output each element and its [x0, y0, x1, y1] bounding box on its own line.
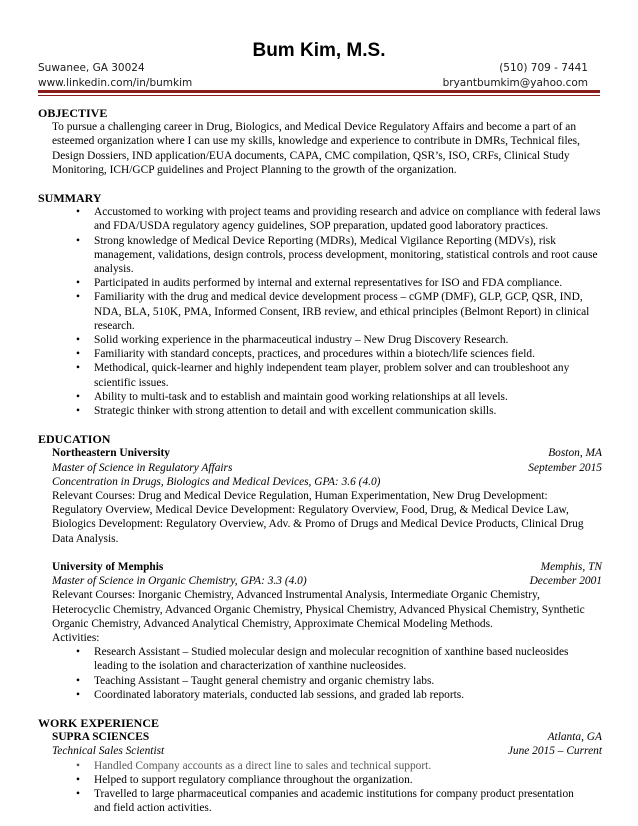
degree-title: Master of Science in Regulatory Affairs: [52, 461, 233, 474]
work-item: [38, 759, 602, 773]
summary-line: • Accustomed to working with project teams and providing research and advice on compliance with federal laws: [94, 206, 601, 219]
summary-line: • Strong knowledge of Medical Device Reporting (MDRs), Medical Vigilance Reporting (MDVs), risk: [94, 234, 556, 247]
school-header: [38, 560, 602, 574]
resume-body: [38, 106, 602, 815]
degree-title: Master of Science in Organic Chemistry, GPA: 3.3 (4.0): [52, 575, 307, 588]
job-date: June 2015 – Current: [507, 745, 602, 758]
website-link[interactable]: www.linkedin.com/in/bumkim: [38, 77, 193, 89]
company-location: Atlanta, GA: [547, 731, 602, 744]
summary-line: research.: [94, 319, 135, 332]
activities-list: [38, 645, 602, 702]
education-heading: EDUCATION: [38, 432, 111, 447]
company-header: [38, 730, 602, 744]
courses-line: Heterocyclic Chemistry, Advanced Organic Chemistry, Physical Chemistry, Advanced Physical Chemistry, Synthetic: [52, 603, 585, 616]
degree-row: [38, 461, 602, 475]
email-link[interactable]: bryantbumkim@yahoo.com: [442, 77, 588, 89]
summary-line: scientific issues.: [94, 376, 169, 389]
summary-line: • Familiarity with standard concepts, practices, and procedures within a biotech/life sciences field.: [94, 348, 535, 361]
degree-date: December 2001: [529, 575, 602, 588]
courses-text: [38, 489, 602, 546]
school-location: Memphis, TN: [540, 560, 602, 573]
work-list: [38, 759, 602, 816]
courses-line: Relevant Courses: Drug and Medical Device Regulation, Human Experimentation, New Drug Development:: [52, 490, 548, 503]
school-header: [38, 446, 602, 460]
summary-line: • Ability to multi-task and to establish and maintain good working relationships at all levels.: [94, 390, 508, 403]
degree-row: [38, 574, 602, 588]
courses-line: Relevant Courses: Inorganic Chemistry, Advanced Instrumental Analysis, Intermediate Organic Chemistry,: [52, 589, 540, 602]
company-name: SUPRA SCIENCES: [52, 731, 150, 744]
work-line: and field action activities.: [94, 802, 212, 815]
phone-text: (510) 709 - 7441: [499, 62, 588, 74]
summary-item: [38, 390, 602, 404]
summary-item: [38, 290, 602, 333]
summary-line: • Solid working experience in the pharmaceutical industry – New Drug Discovery Research.: [94, 334, 509, 347]
summary-line: • Familiarity with the drug and medical device development process – cGMP (DMF), GLP, GCP, QSR, IND,: [94, 291, 583, 304]
objective-line: To pursue a challenging career in Drug, Biologics, and Medical Device Regulatory Affairs and become a part of an: [52, 121, 577, 134]
summary-line: • Participated in audits performed by internal and external representatives for ISO and FDA compliance.: [94, 277, 563, 290]
school-location: Boston, MA: [548, 447, 602, 460]
summary-list: [38, 205, 602, 418]
summary-heading: SUMMARY: [38, 191, 102, 206]
activity-item: [38, 645, 602, 673]
courses-line: Data Analysis.: [52, 532, 119, 545]
summary-line: NDA, BLA, 510K, PMA, Informed Consent, IRB review, and ethical principles (Belmont Report) in clinical: [94, 305, 590, 318]
city-text: Suwanee, GA 30024: [38, 62, 145, 74]
summary-line: • Methodical, quick-learner and highly independent team player, problem solver and can troubleshoot any: [94, 362, 570, 375]
degree-date: September 2015: [528, 461, 602, 474]
activity-line: • Research Assistant – Studied molecular design and molecular recognition of xanthine based nucleosides: [94, 646, 569, 659]
job-row: [38, 744, 602, 758]
summary-item: [38, 404, 602, 418]
work-heading: WORK EXPERIENCE: [38, 715, 160, 730]
summary-line: analysis.: [94, 263, 134, 276]
summary-item: [38, 205, 602, 233]
job-title: Technical Sales Scientist: [52, 745, 165, 758]
summary-item: [38, 276, 602, 290]
summary-item: [38, 234, 602, 277]
objective-text: [38, 120, 602, 177]
objective-heading: OBJECTIVE: [38, 106, 108, 120]
activity-item: [38, 688, 602, 702]
contact-row-2: [38, 77, 588, 89]
objective-line: Monitoring, ICH/GCP guidelines and Project Planning to the growth of the organization.: [52, 163, 457, 176]
summary-item: [38, 347, 602, 361]
courses-line: Biologics Development: Regulatory Overview, Adv. & Promo of Drugs and Medical Device Products, Clinical Drug: [52, 518, 584, 531]
activity-line: • Teaching Assistant – Taught general chemistry and organic chemistry labs.: [94, 674, 435, 687]
objective-line: Design Dossiers, IND application/EUA documents, CAPA, CMC compilation, QSR’s, ISO, CRFs, Clinical Study: [52, 149, 570, 162]
work-item: [38, 773, 602, 787]
courses-line: Regulatory Overview, Medical Device Development: Regulatory Overview, Food, Drug, & Medical Device Law,: [52, 504, 569, 517]
activity-item: [38, 674, 602, 688]
work-line: • Helped to support regulatory compliance throughout the organization.: [94, 773, 413, 786]
work-line: • Travelled to large pharmaceutical companies and academic institutions for company product presentation: [94, 787, 574, 800]
activities-label: Activities:: [52, 631, 100, 644]
school-name: University of Memphis: [52, 560, 164, 573]
candidate-name: Bum Kim, M.S.: [252, 40, 386, 61]
summary-line: and FDA/USDA regulatory agency guidelines, SOP preparation, updated good laboratory practices.: [94, 220, 549, 233]
header-divider-thin: [38, 95, 600, 96]
work-item: [38, 787, 602, 815]
summary-item: [38, 333, 602, 347]
activity-line: leading to the isolation and characterization of xanthine nucleosides.: [94, 660, 407, 673]
courses-text: [38, 588, 602, 631]
contact-row-1: [38, 62, 588, 74]
header-divider-thick: [38, 90, 600, 93]
courses-line: Organic Chemistry, Advanced Analytical Chemistry, Approximate Chemical Modeling Methods.: [52, 617, 493, 630]
summary-item: [38, 361, 602, 389]
objective-line: esteemed organization where I can use my skills, knowledge and experience to contribute in DMRs, Technical files,: [52, 135, 580, 148]
activity-line: • Coordinated laboratory materials, conducted lab sessions, and graded lab reports.: [94, 688, 465, 701]
concentration-text: Concentration in Drugs, Biologics and Medical Devices, GPA: 3.6 (4.0): [52, 475, 381, 488]
summary-line: • Strategic thinker with strong attention to detail and with excellent communication skills.: [94, 405, 497, 418]
summary-line: management, validations, design controls, process development, monitoring, statistical controls and root cause: [94, 248, 598, 261]
school-name: Northeastern University: [52, 447, 170, 460]
work-line: • Handled Company accounts as a direct line to sales and technical support.: [94, 759, 432, 772]
